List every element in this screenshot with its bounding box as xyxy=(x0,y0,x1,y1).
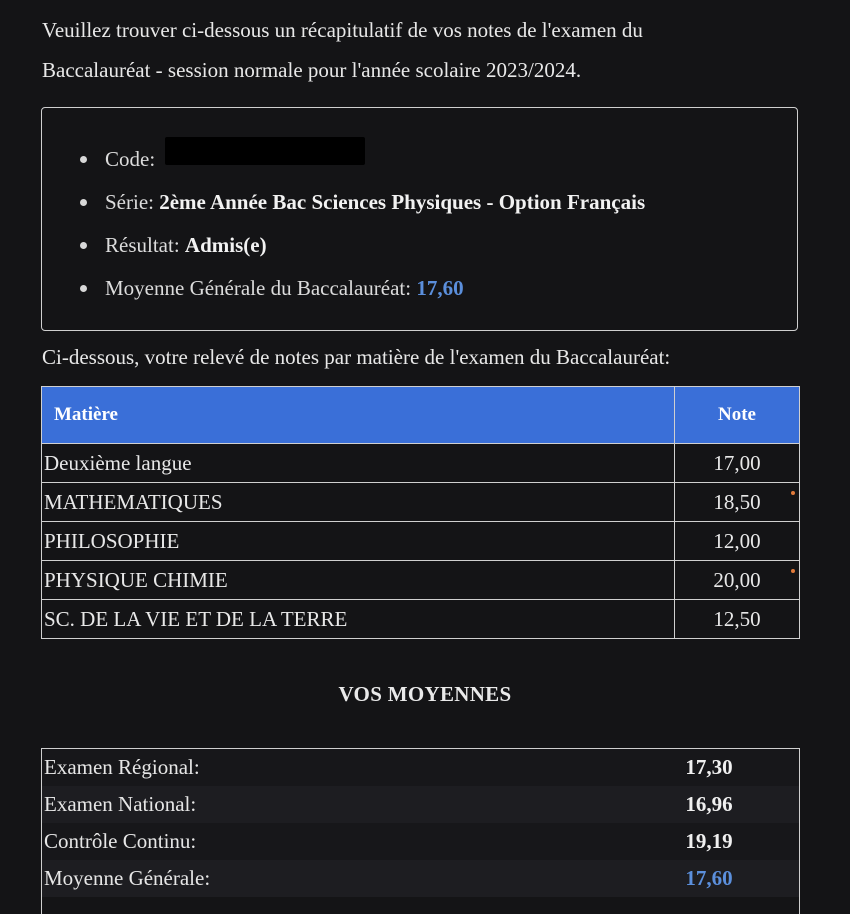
note-value: 18,50 xyxy=(713,489,761,514)
serie-label: Série: xyxy=(105,190,154,214)
grades-intro: Ci-dessous, votre relevé de notes par matière de l'examen du Baccalauréat: xyxy=(42,345,671,369)
intro-text xyxy=(42,10,822,90)
average-row-national xyxy=(42,786,799,823)
subject-cell: SC. DE LA VIE ET DE LA TERRE xyxy=(42,600,675,639)
note-value: 20,00 xyxy=(713,567,761,592)
subject-cell: PHYSIQUE CHIMIE xyxy=(42,561,675,600)
intro-line-2: Baccalauréat - session normale pour l'année scolaire 2023/2024. xyxy=(42,58,582,82)
resultat-label: Résultat: xyxy=(105,233,180,257)
averages-title: VOS MOYENNES xyxy=(338,682,512,706)
intro-line-1: Veuillez trouver ci-dessous un récapitulatif de vos notes de l'examen du xyxy=(42,18,643,42)
note-cell xyxy=(675,561,800,600)
subject-cell: MATHEMATIQUES xyxy=(42,483,675,522)
average-label: Contrôle Continu: xyxy=(44,829,197,853)
average-label: Examen National: xyxy=(44,792,197,816)
average-value: 16,96 xyxy=(685,792,733,816)
table-row xyxy=(42,600,800,639)
average-label: Moyenne Générale: xyxy=(44,866,211,890)
serie-value: 2ème Année Bac Sciences Physiques - Option Français xyxy=(159,190,646,214)
bullet-icon xyxy=(80,285,87,292)
header-matiere: Matière xyxy=(42,387,675,444)
average-value: 17,30 xyxy=(685,755,733,779)
table-row xyxy=(42,522,800,561)
average-row-moyenne-generale xyxy=(42,860,799,897)
subject-cell: Deuxième langue xyxy=(42,444,675,483)
dot-marker-icon xyxy=(791,491,795,495)
average-label: Examen Régional: xyxy=(44,755,200,779)
subject-cell: PHILOSOPHIE xyxy=(42,522,675,561)
note-cell: 17,00 xyxy=(675,444,800,483)
average-row-regional xyxy=(42,749,799,786)
average-row-controle-continu xyxy=(42,823,799,860)
summary-item-moyenne xyxy=(80,267,645,310)
averages-box xyxy=(41,748,800,914)
grades-table xyxy=(41,386,800,639)
note-cell: 12,50 xyxy=(675,600,800,639)
table-row xyxy=(42,444,800,483)
moyenne-value: 17,60 xyxy=(416,276,464,300)
bullet-icon xyxy=(80,199,87,206)
grades-header-row xyxy=(42,387,800,444)
summary-box xyxy=(41,107,798,331)
table-row xyxy=(42,561,800,600)
average-value: 17,60 xyxy=(685,866,733,890)
note-cell xyxy=(675,483,800,522)
bullet-icon xyxy=(80,156,87,163)
table-row xyxy=(42,483,800,522)
dot-marker-icon xyxy=(791,569,795,573)
header-note: Note xyxy=(675,387,800,444)
summary-item-serie xyxy=(80,181,645,224)
note-cell: 12,00 xyxy=(675,522,800,561)
redaction-block xyxy=(165,137,365,165)
summary-item-resultat xyxy=(80,224,645,267)
average-value: 19,19 xyxy=(685,829,733,853)
moyenne-label: Moyenne Générale du Baccalauréat: xyxy=(105,276,412,300)
resultat-value: Admis(e) xyxy=(184,233,267,257)
bullet-icon xyxy=(80,242,87,249)
code-label: Code: xyxy=(105,147,156,171)
